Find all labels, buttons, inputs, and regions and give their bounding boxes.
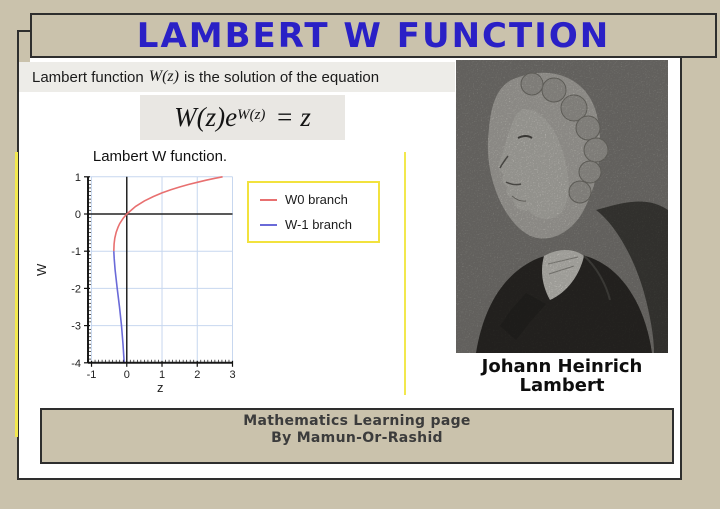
portrait-caption-line2: Lambert xyxy=(519,375,605,396)
w-1-line-sample-icon xyxy=(260,224,277,226)
x-tick-label: 2 xyxy=(194,368,201,381)
portrait-caption xyxy=(456,357,668,395)
y-tick-label: -3 xyxy=(71,320,81,333)
legend-item-w0 xyxy=(260,192,378,207)
y-tick-label: 0 xyxy=(74,209,81,221)
x-axis-label: z xyxy=(157,379,164,395)
page-title: LAMBERT W FUNCTION xyxy=(136,15,611,56)
chart-title: Lambert W function. xyxy=(92,148,228,165)
legend-label-w0: W0 branch xyxy=(285,192,348,207)
intro-strip xyxy=(19,62,455,92)
corner-notch xyxy=(19,32,30,62)
portrait-caption-line1: Johann Heinrich xyxy=(481,356,643,377)
title-bar xyxy=(30,13,717,58)
intro-math-term: W(z) xyxy=(148,68,179,85)
lambert-w-plot xyxy=(30,145,270,410)
y-axis-label: W xyxy=(34,263,49,276)
intro-prefix: Lambert function xyxy=(32,68,144,86)
y-tick-label: -2 xyxy=(71,283,81,296)
w0-line-sample-icon xyxy=(260,199,277,201)
footer-box xyxy=(40,408,674,464)
legend-label-w-1: W-1 branch xyxy=(285,217,352,232)
chart-legend xyxy=(247,181,380,243)
w-1-branch-curve xyxy=(114,251,124,363)
x-tick-label: -1 xyxy=(86,368,97,381)
portrait-image xyxy=(456,60,668,353)
legend-item-w-1 xyxy=(260,217,378,232)
equation-base: W(z)e xyxy=(174,102,238,132)
x-tick-label: 0 xyxy=(123,368,130,381)
x-tick-label: 1 xyxy=(158,368,166,381)
equation-box: W(z)e $^{W(z)}$ = z xyxy=(140,95,345,140)
y-tick-label: -4 xyxy=(71,357,81,370)
footer-credit-line1: Mathematics Learning page xyxy=(243,413,471,429)
intro-suffix: is the solution of the equation xyxy=(183,68,380,86)
y-tick-label: -1 xyxy=(71,246,81,259)
yellow-accent-divider xyxy=(404,152,406,395)
footer-credit-line2: By Mamun-Or-Rashid xyxy=(271,430,443,446)
yellow-accent-line-left xyxy=(15,152,18,437)
y-tick-label: 1 xyxy=(74,171,81,184)
equation-rhs: = z xyxy=(275,102,311,132)
x-tick-label: 3 xyxy=(229,368,236,381)
